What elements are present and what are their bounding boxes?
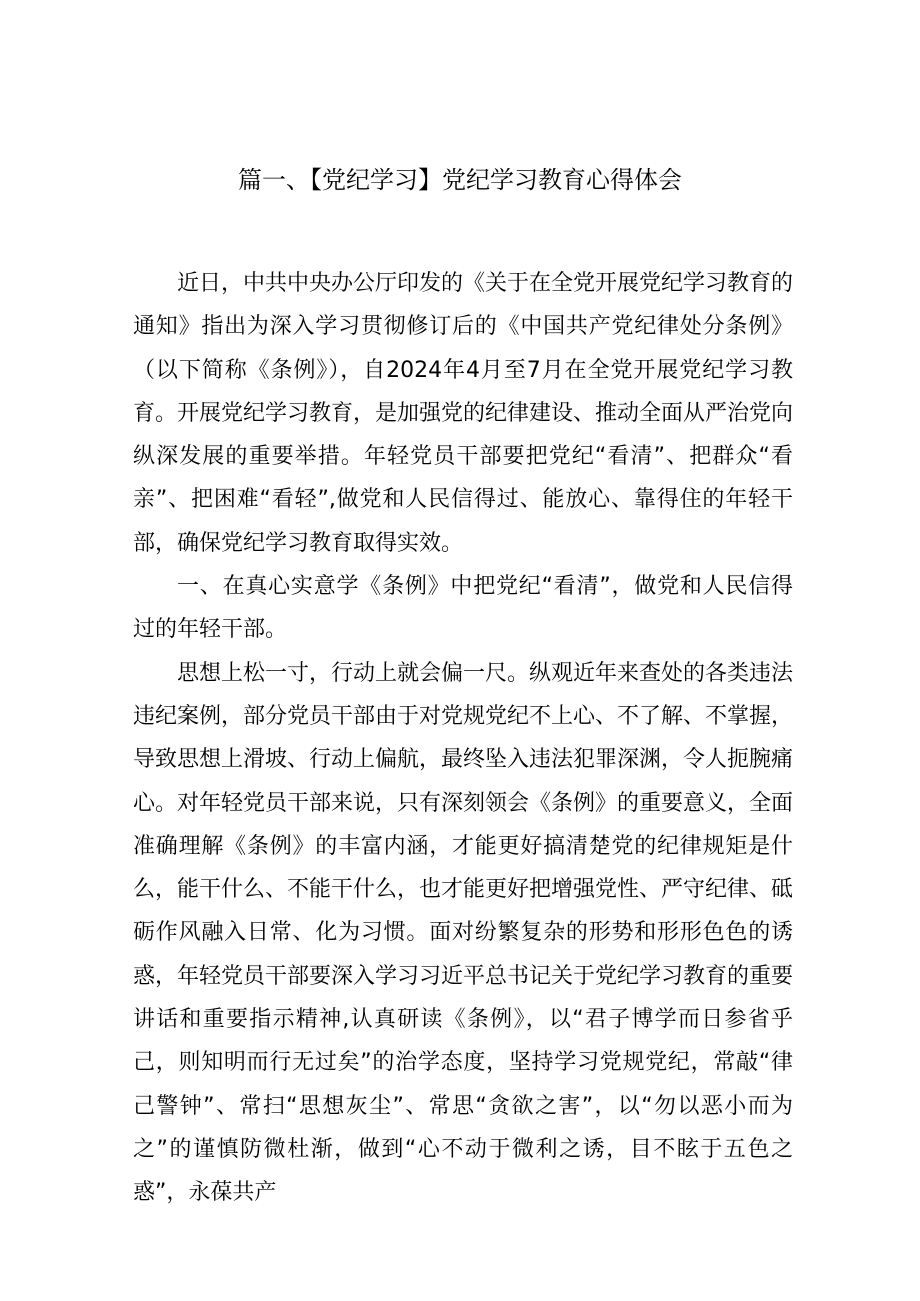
- paragraph-section-body: 思想上松一寸，行动上就会偏一尺。纵观近年来查处的各类违法违纪案例，部分党员干部由于对党规党纪不上心、不了解、不掌握，导致思想上滑坡、行动上偏航，最终坠入违法犯罪深渊，令人扼腕痛心。对年轻党员干部来说，只有深刻领会《条例》的重要意义，全面准确理解《条例》的丰富内涵，才能更好搞清楚党的纪律规矩是什么，能干什么、不能干什么，也才能更好把增强党性、严守纪律、砥砺作风融入日常、化为习惯。面对纷繁复杂的形势和形形色色的诱惑，年轻党员干部要深入学习习近平总书记关于党纪学习教育的重要讲话和重要指示精神,认真研读《条例》，以“君子博学而日参省乎己，则知明而行无过矣”的治学态度，坚持学习党规党纪，常敲“律己警钟”、常扫“思想灰尘”、常思“贪欲之害”，以“勿以恶小而为之”的谨慎防微杜渐，做到“心不动于微利之诱，目不眩于五色之惑”，永葆共产: [133, 660, 794, 1206]
- document-body: [133, 262, 793, 1215]
- paragraph-section-heading: 一、在真心实意学《条例》中把党纪“看清”，做党和人民信得过的年轻干部。: [133, 574, 793, 643]
- paragraph-intro: 近日，中共中央办公厅印发的《关于在全党开展党纪学习教育的通知》指出为深入学习贯彻修订后的《中国共产党纪律处分条例》（以下简称《条例》），自2024年4月至7月在全党开展党纪学习教育。开展党纪学习教育，是加强党的纪律建设、推动全面从严治党向纵深发展的重要举措。年轻党员干部要把党纪“看清”、把群众“看亲”、把困难“看轻”,做党和人民信得过、能放心、靠得住的年轻干部，确保党纪学习教育取得实效。: [133, 271, 794, 556]
- document-title: 篇一、【党纪学习】党纪学习教育心得体会: [238, 166, 682, 194]
